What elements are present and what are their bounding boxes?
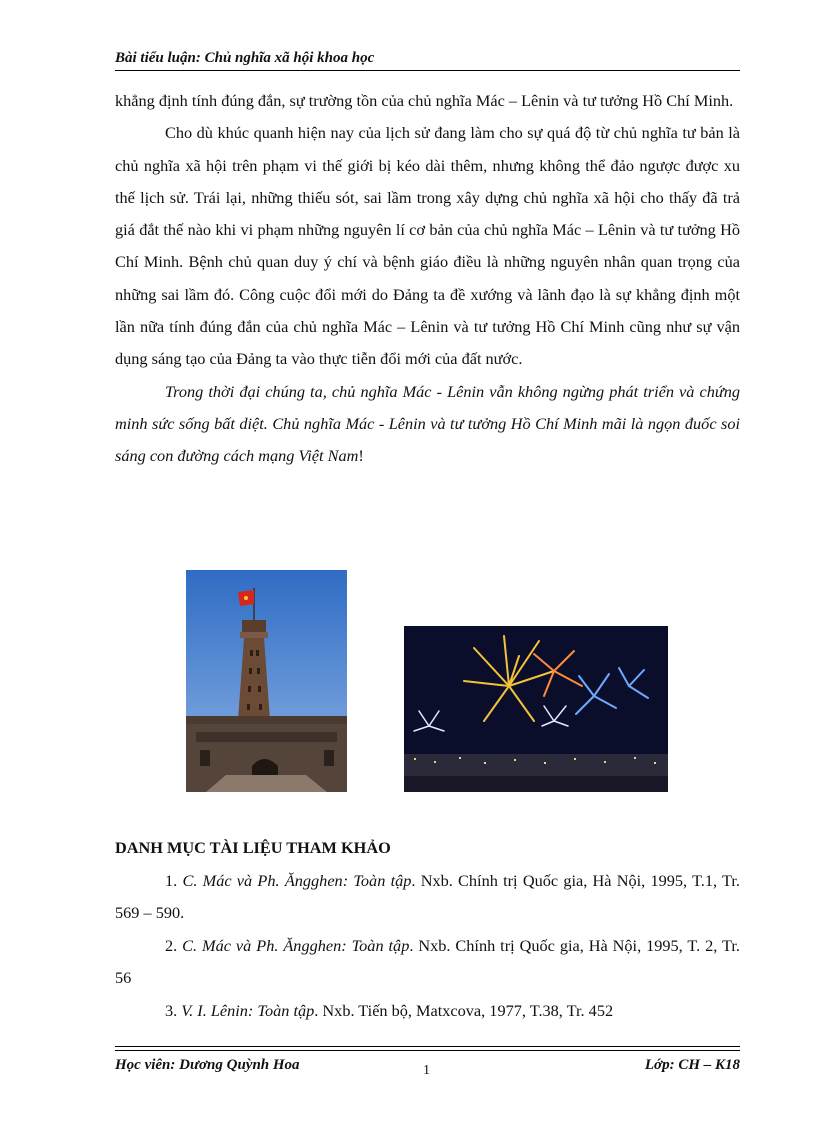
references-title: DANH MỤC TÀI LIỆU THAM KHẢO [115, 838, 391, 857]
fireworks-photo [404, 626, 668, 792]
reference-number: 3. [165, 1000, 178, 1020]
reference-title: C. Mác và Ph. Ăngghen: Toàn tập [182, 870, 412, 890]
footer-student: Học viên: Dương Quỳnh Hoa [115, 1057, 300, 1073]
footer-class: Lớp: CH – K18 [644, 1057, 740, 1073]
paragraph-3 [115, 376, 740, 473]
page-number: 1 [423, 1063, 430, 1078]
references-section [115, 832, 740, 1027]
reference-item [115, 930, 740, 995]
reference-title: V. I. Lênin: Toàn tập [181, 1000, 315, 1020]
footer-divider [115, 1050, 740, 1051]
paragraph-3-italic: Trong thời đại chúng ta, chủ nghĩa Mác - Lênin vẫn không ngừng phát triển và chứng minh sức sống bất diệt. Chủ nghĩa Mác - Lênin và tư tưởng Hồ Chí Minh mãi là ngọn đuốc soi sáng con đường cách mạng Việt Nam [115, 381, 740, 466]
reference-title: C. Mác và Ph. Ăngghen: Toàn tập [182, 935, 410, 955]
page-footer [115, 1046, 740, 1081]
header-divider [115, 70, 740, 71]
reference-item [115, 865, 740, 930]
footer-divider [115, 1046, 740, 1047]
paragraph-2: Cho dù khúc quanh hiện nay của lịch sử đang làm cho sự quá độ từ chủ nghĩa tư bản là chủ nghĩa xã hội trên phạm vi thế giới bị kéo dài thêm, nhưng không thể đảo ngược được xu thế lịch sử. Trái lại, những thiếu sót, sai lầm trong xây dựng chủ nghĩa xã hội cho thấy đã trả giá đắt thế nào khi vi phạm những nguyên lí cơ bản của chủ nghĩa Mác – Lênin và tư tưởng Hồ Chí Minh. Bệnh chủ quan duy ý chí và bệnh giáo điều là những nguyên nhân quan trọng của những sai lầm đó. Công cuộc đổi mới do Đảng ta đề xướng và lãnh đạo là sự khẳng định một lần nữa tính đúng đắn của chủ nghĩa Mác – Lênin và tư tưởng Hồ Chí Minh cũng như sự vận dụng sáng tạo của Đảng ta vào thực tiễn đổi mới của đất nước. [115, 123, 740, 369]
reference-details: . Nxb. Tiến bộ, Matxcova, 1977, T.38, Tr. 452 [314, 1000, 614, 1020]
body-text [115, 85, 740, 473]
footer-row [115, 1057, 740, 1081]
reference-item [115, 995, 740, 1028]
paragraph-3-end: ! [358, 446, 364, 466]
header-title: Bài tiểu luận: Chủ nghĩa xã hội khoa học [115, 50, 375, 66]
reference-details: . Nxb. Chính trị Quốc gia, Hà Nội, 1995, T. 2, Tr. 56 [115, 935, 740, 987]
reference-number: 1. [165, 870, 178, 890]
reference-details: . Nxb. Chính trị Quốc gia, Hà Nội, 1995, T.1, Tr. 569 – 590. [115, 870, 740, 922]
reference-number: 2. [165, 935, 178, 955]
page-header [115, 50, 740, 71]
paragraph-1: khẳng định tính đúng đắn, sự trường tồn của chủ nghĩa Mác – Lênin và tư tưởng Hồ Chí Minh. [115, 91, 734, 110]
flag-tower-photo [186, 570, 347, 792]
